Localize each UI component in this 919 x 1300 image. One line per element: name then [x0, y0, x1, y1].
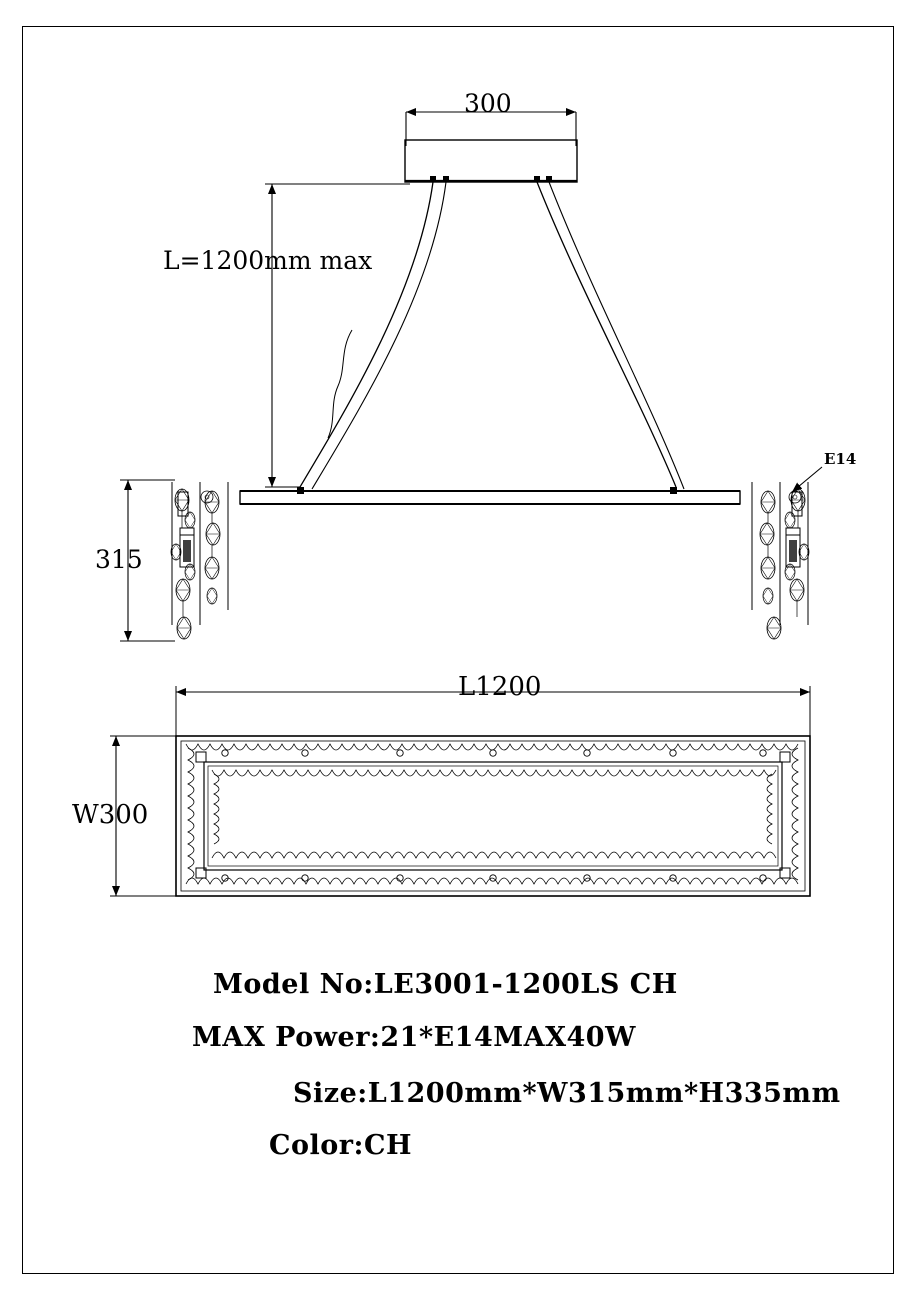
fixture-height-label: 315 [95, 545, 143, 574]
spec-power: MAX Power:21*E14MAX40W [192, 1022, 636, 1053]
spec-model: Model No:LE3001-1200LS CH [213, 969, 678, 1000]
e14-socket-label: E14 [824, 450, 857, 468]
canopy-width-label: 300 [464, 89, 512, 118]
drop-length-label: L=1200mm max [163, 246, 373, 275]
spec-size: Size:L1200mm*W315mm*H335mm [293, 1078, 841, 1109]
plan-width-label: W300 [72, 800, 149, 830]
plan-length-label: L1200 [458, 672, 542, 702]
spec-color: Color:CH [269, 1130, 412, 1161]
